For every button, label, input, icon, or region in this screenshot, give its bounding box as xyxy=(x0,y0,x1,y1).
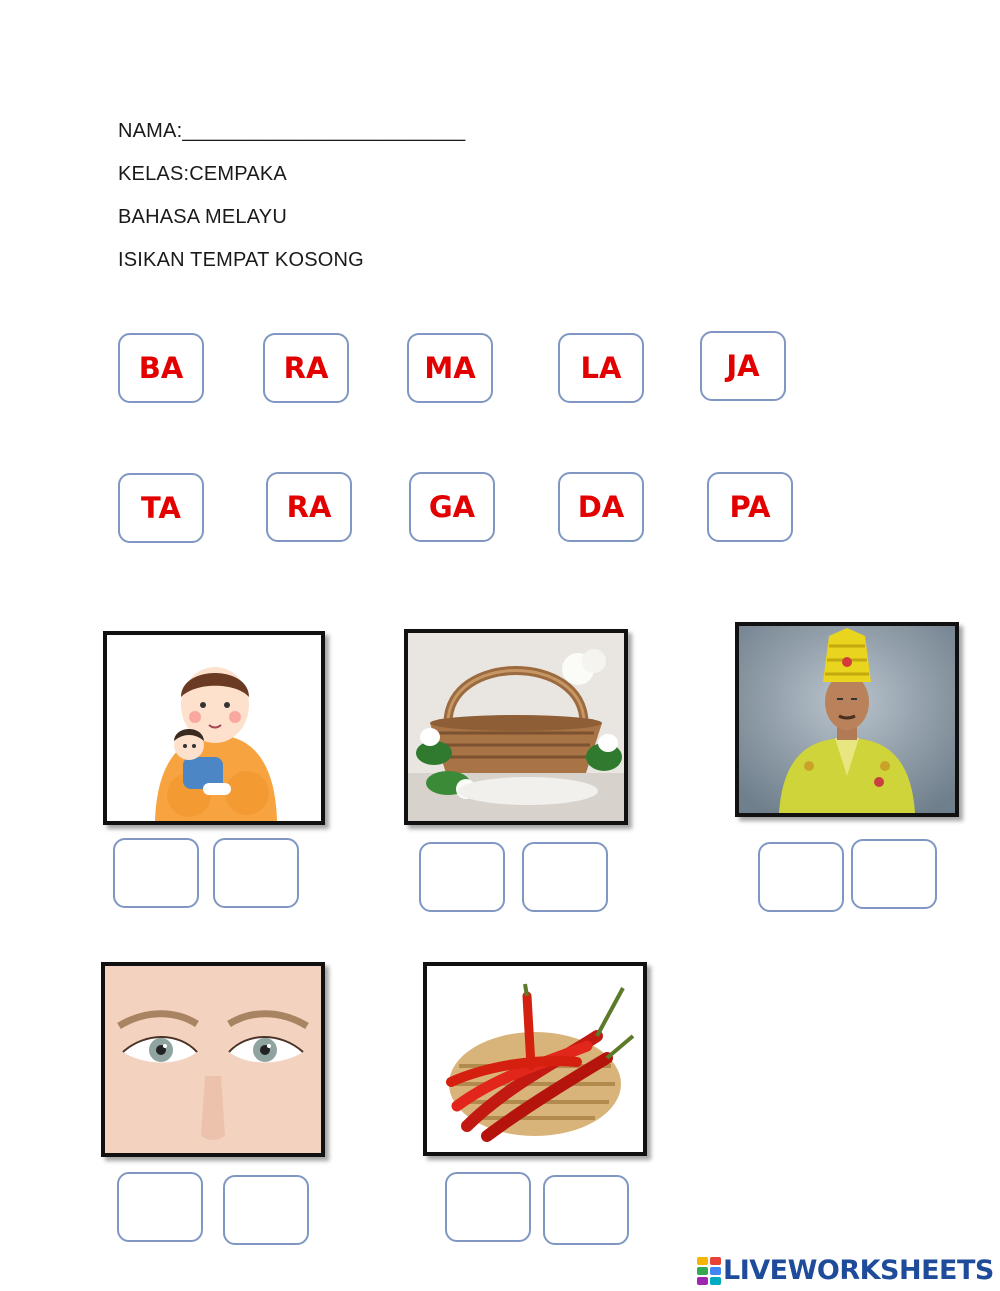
answer-box-eyes-2[interactable] xyxy=(223,1175,309,1245)
answer-box-king-1[interactable] xyxy=(758,842,844,912)
syllable-tile-ra[interactable]: RA xyxy=(263,333,349,403)
syllable-tile-ma[interactable]: MA xyxy=(407,333,493,403)
syllable-tile-da[interactable]: DA xyxy=(558,472,644,542)
syllable-tile-la[interactable]: LA xyxy=(558,333,644,403)
answer-box-father-1[interactable] xyxy=(113,838,199,908)
father-child-icon xyxy=(107,635,321,821)
instruction-label: ISIKAN TEMPAT KOSONG xyxy=(118,249,364,271)
picture-father xyxy=(103,631,325,825)
eyes-icon xyxy=(105,966,321,1153)
answer-box-eyes-1[interactable] xyxy=(117,1172,203,1242)
syllable-tile-pa[interactable]: PA xyxy=(707,472,793,542)
syllable-tile-ta[interactable]: TA xyxy=(118,473,204,543)
brand-name: LIVEWORKSHEETS xyxy=(723,1255,994,1286)
syllable-tile-ra-2[interactable]: RA xyxy=(266,472,352,542)
name-field-label: NAMA:_________________________ xyxy=(118,120,466,142)
subject-label: BAHASA MELAYU xyxy=(118,206,287,228)
answer-box-chili-1[interactable] xyxy=(445,1172,531,1242)
answer-box-basket-1[interactable] xyxy=(419,842,505,912)
picture-king xyxy=(735,622,959,817)
answer-box-father-2[interactable] xyxy=(213,838,299,908)
answer-box-basket-2[interactable] xyxy=(522,842,608,912)
class-label: KELAS:CEMPAKA xyxy=(118,163,287,185)
chili-peppers-icon xyxy=(427,966,643,1152)
answer-box-chili-2[interactable] xyxy=(543,1175,629,1245)
picture-basket xyxy=(404,629,628,825)
syllable-tile-ga[interactable]: GA xyxy=(409,472,495,542)
liveworksheets-logo-icon xyxy=(697,1257,721,1285)
syllable-tile-ja[interactable]: JA xyxy=(700,331,786,401)
picture-chili xyxy=(423,962,647,1156)
answer-box-king-2[interactable] xyxy=(851,839,937,909)
king-portrait-icon xyxy=(739,626,955,813)
picture-eyes xyxy=(101,962,325,1157)
syllable-tile-ba[interactable]: BA xyxy=(118,333,204,403)
liveworksheets-logo xyxy=(697,1255,994,1286)
basket-icon xyxy=(408,633,624,821)
